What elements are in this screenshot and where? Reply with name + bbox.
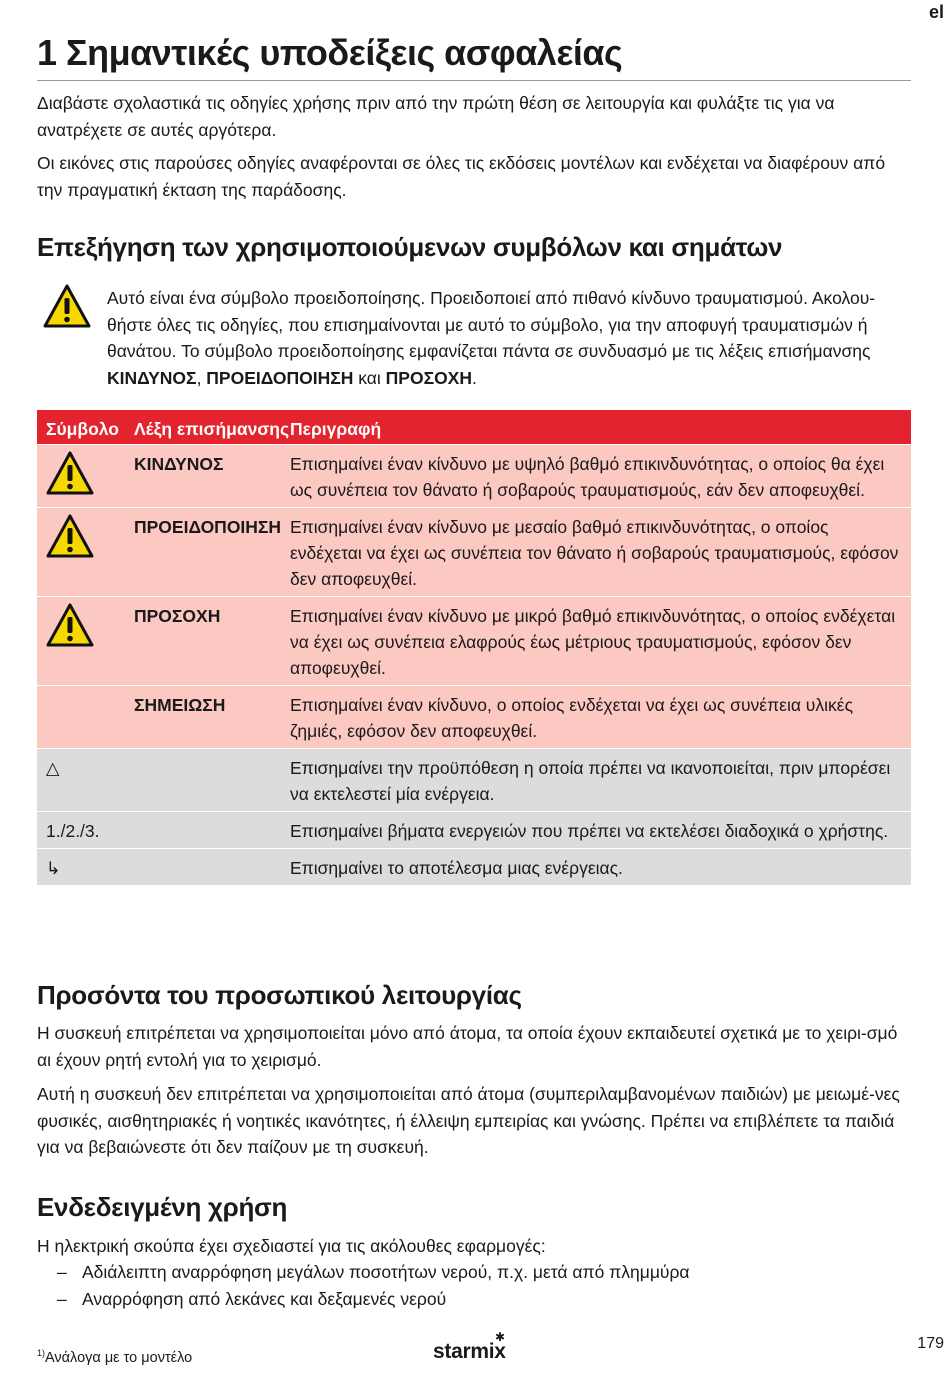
table-row [37, 849, 911, 886]
table-row [37, 686, 911, 749]
brand-logo: starmix ✱ [433, 1330, 506, 1363]
warning-triangle-icon [46, 514, 94, 558]
footnote: $^{1)}$Ανάλογα με το μοντέλο [37, 1348, 193, 1366]
row-description: Επισημαίνει έναν κίνδυνο, ο οποίος ενδέχεται να έχει ως συνέπεια υλικές ζημιές, εφόσον δεν αποφευχθεί. [290, 686, 911, 749]
signal-word: ΠΡΟΣΟΧΗ [134, 597, 290, 686]
row-description: Επισημαίνει έναν κίνδυνο με υψηλό βαθμό επικινδυνότητας, ο οποίος θα έχει ως συνέπεια τον θάνατο ή σοβαρούς τραυματισμούς, εάν δεν αποφευχθεί. [290, 445, 911, 508]
intended-use-list [37, 1259, 911, 1312]
intro-paragraph-1: Διαβάστε σχολαστικά τις οδηγίες χρήσης πριν από την πρώτη θέση σε λειτουργία και φυλάξτε τις για να ανατρέχετε σε αυτές αργότερα. [37, 93, 835, 140]
table-row [37, 508, 911, 597]
list-item: – Αναρρόφηση από λεκάνες και δεξαμενές νερού [57, 1288, 447, 1309]
table-row [37, 812, 911, 849]
signal-word: ΣΗΜΕΙΩΣΗ [134, 686, 290, 749]
row-description: Επισημαίνει έναν κίνδυνο με μικρό βαθμό επικινδυνότητας, ο οποίος ενδέχεται να έχει ως συνέπεια ελαφρούς έως μέτριους τραυματισμούς, εφόσον δεν αποφευχθεί. [290, 597, 911, 686]
staff-paragraph-1: Η συσκευή επιτρέπεται να χρησιμοποιείται μόνο από άτομα, τα οποία έχουν εκπαιδευτεί σχετικά με το χειρι-σμό αι έχουν ρητή εντολή για το χειρισμό. [37, 1023, 898, 1070]
prerequisite-triangle-icon: △ [37, 749, 134, 812]
symbols-table [37, 410, 911, 885]
table-row [37, 597, 911, 686]
warning-triangle-icon [43, 284, 91, 328]
signal-word-warning: ΠΡΟΕΙΔΟΠΟΙΗΣΗ [206, 367, 354, 388]
intended-use-intro: Η ηλεκτρική σκούπα έχει σχεδιαστεί για τις ακόλουθες εφαρμογές: [37, 1236, 546, 1256]
header-symbol: Σύμβολο [37, 410, 134, 445]
row-description: Επισημαίνει έναν κίνδυνο με μεσαίο βαθμό επικινδυνότητας, ο οποίος ενδέχεται να έχει ως συνέπεια τον θάνατο ή σοβαρούς τραυματισμούς, εφόσον δεν αποφευχθεί. [290, 508, 911, 597]
result-arrow-icon: ↳ [37, 849, 134, 886]
row-description: Επισημαίνει το αποτέλεσμα μιας ενέργειας. [290, 849, 911, 886]
page-title: 1 Σημαντικές υποδείξεις ασφαλείας [37, 32, 911, 81]
header-signal-word: Λέξη επισήμανσης [134, 410, 290, 445]
page-number: 179 [917, 1335, 944, 1352]
table-row [37, 445, 911, 508]
staff-heading: Προσόντα του προσωπικού λειτουργίας [37, 980, 522, 1010]
intro-paragraph-2: Οι εικόνες στις παρούσες οδηγίες αναφέρονται σε όλες τις εκδόσεις μοντέλων και ενδέχεται να διαφέρουν από την πραγματική έκταση της παράδοσης. [37, 153, 886, 200]
signal-word-caution: ΠΡΟΣΟΧΗ [385, 367, 472, 388]
signal-word-danger: ΚΙΝΔΥΝΟΣ [107, 367, 197, 388]
intended-use-heading: Ενδεδειγμένη χρήση [37, 1192, 288, 1222]
header-description: Περιγραφή [290, 410, 911, 445]
row-description: Επισημαίνει βήματα ενεργειών που πρέπει να εκτελέσει διαδοχικά ο χρήστης. [290, 812, 911, 849]
steps-symbol: 1./2./3. [37, 812, 134, 849]
warning-triangle-icon [46, 603, 94, 647]
signal-word: ΠΡΟΕΙΔΟΠΟΙΗΣΗ [134, 508, 290, 597]
staff-paragraph-2: Αυτή η συσκευή δεν επιτρέπεται να χρησιμοποιείται από άτομα (συμπεριλαμβανομένων παιδιών) με μειωμέ-νες φυσικές, αισθητηριακές ή νοητικές ικανότητες, ή έλλειψη εμπειρίας και γνώσης. Πρέπει να επιβλέπετε τα παιδιά για να βεβαιώνεστε ότι δεν παίζουν με τη συσκευή. [37, 1084, 900, 1157]
table-row [37, 749, 911, 812]
list-item: – Αδιάλειπτη αναρρόφηση μεγάλων ποσοτήτων νερού, π.χ. μετά από πλημμύρα [57, 1262, 690, 1282]
symbols-heading: Επεξήγηση των χρησιμοποιούμενων συμβόλων και σημάτων [37, 232, 783, 262]
row-description: Επισημαίνει την προϋπόθεση η οποία πρέπει να ικανοποιείται, πριν μπορέσει να εκτελεστεί μία ενέργεια. [290, 749, 911, 812]
signal-word: ΚΙΝΔΥΝΟΣ [134, 445, 290, 508]
language-code: el [928, 2, 944, 22]
warning-explanation: Αυτό είναι ένα σύμβολο προειδοποίησης. Προειδοποιεί από πιθανό κίνδυνο τραυματισμού. Ακολου-θήστε όλες τις οδηγίες, που επισημαίνονται με αυτό το σύμβολο, για την αποφυγή τραυματισμών ή θανάτου. Το σύμβολο προειδοποίησης εμφανίζεται πάντα σε συνδυασμό με τις λέξεις επισήμανσης ΚΙΝΔΥΝΟΣ, ΠΡΟΕΙΔΟΠΟΙΗΣΗ και ΠΡΟΣΟΧΗ. [107, 288, 876, 388]
warning-triangle-icon [46, 451, 94, 495]
table-header-row [37, 410, 911, 445]
